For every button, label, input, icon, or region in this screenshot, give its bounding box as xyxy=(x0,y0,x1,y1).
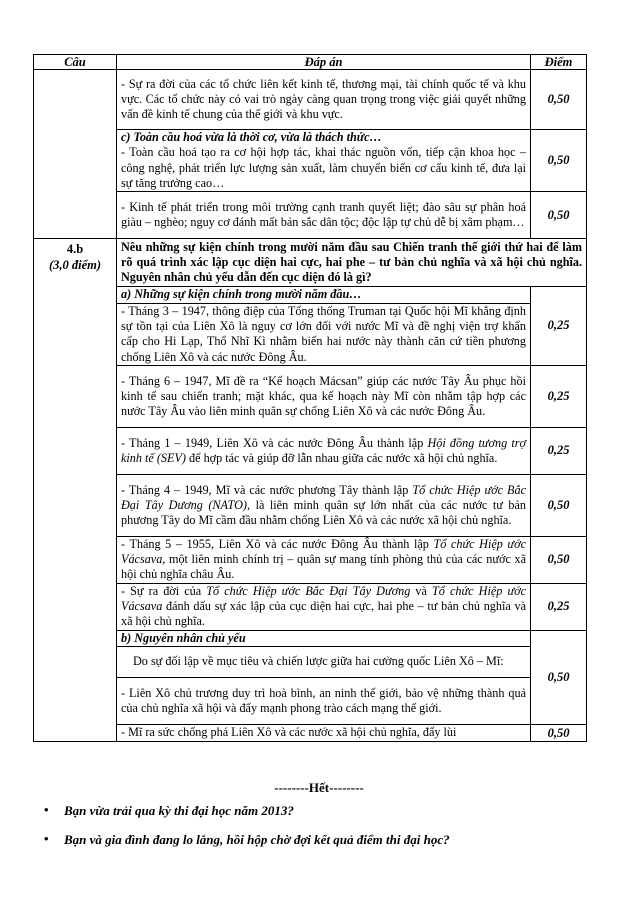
answer-cell xyxy=(117,474,531,536)
question-row xyxy=(34,239,587,287)
end-marker: --------Hết-------- xyxy=(274,780,364,795)
table-row xyxy=(34,365,587,427)
answer-cell xyxy=(117,536,531,583)
points-cell: 0,50 xyxy=(531,536,587,583)
table-row xyxy=(34,287,587,304)
table-row xyxy=(34,304,587,366)
header-dap-an: Đáp án xyxy=(117,55,531,70)
table-row xyxy=(34,536,587,583)
points-cell: 0,50 xyxy=(531,192,587,239)
bullet-text: Bạn vừa trải qua kỳ thi đại học năm 2013? xyxy=(64,803,294,818)
question-text: Nêu những sự kiện chính trong mười năm đầu sau Chiến tranh thế giới thứ hai để làm rõ quá trình xác lập cục diện hai cực, hai phe – tư bản chủ nghĩa và xã hội chủ nghĩa. Nguyên nhân chủ yếu dẫn đến cục diện đó là gì? xyxy=(117,239,587,287)
empty-question-cell xyxy=(34,70,117,239)
header-cau: Câu xyxy=(34,55,117,70)
answer-cell: - Mĩ ra sức chống phá Liên Xô và các nước xã hội chủ nghĩa, đẩy lùi xyxy=(117,725,531,742)
answer-cell: - Tháng 3 – 1947, thông điệp của Tổng thống Truman tại Quốc hội Mĩ khẳng định sự tồn tại của Liên Xô là nguy cơ lớn đối với nước Mĩ và đề nghị viện trợ khẩn cấp cho Hi Lạp, Thổ Nhĩ Kì nhằm biến hai nước này thành căn cứ tiền phương chống Liên Xô và các nước Đông Âu. xyxy=(117,304,531,366)
answer-emphasis: Tổ chức Hiệp ước Vácsava xyxy=(121,584,526,614)
answer-text: - Tháng 4 – 1949, Mĩ và các nước phương Tây thành lập xyxy=(121,482,413,497)
table-row xyxy=(34,70,587,130)
answer-emphasis: Tổ chức Hiệp ước Bắc Đại Tây Dương (NATO) xyxy=(121,482,526,512)
section-title: a) Những sự kiện chính trong mười năm đầu… xyxy=(121,287,362,302)
question-number-cell xyxy=(34,239,117,742)
points-cell: 0,25 xyxy=(531,427,587,474)
answer-cell: - Liên Xô chủ trương duy trì hoà bình, an ninh thế giới, bảo vệ những thành quả của chủ nghĩa xã hội và đẩy mạnh phong trào cách mạng thế giới. xyxy=(117,678,531,725)
question-number: 4.b xyxy=(66,242,84,256)
table-row xyxy=(34,427,587,474)
section-title: b) Nguyên nhân chủ yếu xyxy=(121,630,246,645)
answer-cell xyxy=(117,130,531,192)
table-row xyxy=(34,583,587,630)
points-cell: 0,50 xyxy=(531,130,587,192)
answer-text: - Sự ra đời của xyxy=(121,584,207,598)
section-title: c) Toàn cầu hoá vừa là thời cơ, vừa là thách thức… xyxy=(121,130,382,145)
section-title-cell xyxy=(117,630,531,646)
answer-cell xyxy=(117,192,531,239)
answer-text: , là liên minh quân sự lớn nhất của các nước tư bản phương Tây do Mĩ cầm đầu nhằm chống Liên Xô và các nước xã hội chủ nghĩa. xyxy=(121,497,526,527)
answer-emphasis: Tổ chức Hiệp ước Vácsava, xyxy=(121,537,526,567)
header-diem: Điểm xyxy=(531,55,587,70)
answer-emphasis: Hội đồng tương trợ kinh tế (SEV) xyxy=(121,435,527,465)
table-header-row xyxy=(34,55,587,70)
answer-text: để hợp tác và giúp đỡ lẫn nhau giữa các nước xã hội chủ nghĩa. xyxy=(185,450,498,465)
answer-text: một liên minh chính trị – quân sự mang tính phòng thủ của các nước xã hội chủ nghĩa châu Âu. xyxy=(121,552,526,582)
answer-text: - Toàn cầu hoá tạo ra cơ hội hợp tác, khai thác nguồn vốn, tiếp cận khoa học – công nghệ, phát triển lực lượng sản xuất, làm chuyển biến cơ cấu kinh tế, đưa lại sự tăng trưởng cao… xyxy=(121,145,526,190)
footer-bullet-1 xyxy=(44,802,294,819)
points-cell: 0,50 xyxy=(531,474,587,536)
points-cell: 0,50 xyxy=(531,70,587,130)
answer-cell: - Tháng 6 – 1947, Mĩ đề ra “Kế hoạch Mácsan” giúp các nước Tây Âu phục hồi kinh tế sau chiến tranh; mặt khác, qua kế hoạch này Mĩ còn nhằm tập hợp các nước Tây Âu vào liên minh quân sự chống Liên Xô và các nước Đông Âu. xyxy=(117,365,531,427)
points-cell: 0,50 xyxy=(531,725,587,742)
footer-bullet-2 xyxy=(44,831,450,848)
answer-emphasis: Tổ chức Hiệp ước Bắc Đại Tây Dương xyxy=(206,584,411,598)
points-cell: 0,25 xyxy=(531,365,587,427)
question-points: (3,0 điểm) xyxy=(48,258,102,272)
points-cell: 0,50 xyxy=(531,630,587,724)
table-row xyxy=(34,647,587,678)
answer-text: - Tháng 5 – 1955, Liên Xô và các nước Đông Âu thành lập xyxy=(121,537,434,551)
bullet-icon: • xyxy=(44,831,49,846)
table-row xyxy=(34,725,587,742)
answer-text: - Sự ra đời của các tổ chức liên kết kinh tế, thương mại, tài chính quốc tế và khu vực. Các tổ chức này có vai trò ngày càng quan trọng trong việc giải quyết những vấn đề kinh tế chung của thế giới và khu vực. xyxy=(121,76,526,122)
answer-text: đánh dấu sự xác lập của cục diện hai cực, hai phe – tư bản chủ nghĩa và xã hội chủ nghĩa. xyxy=(121,599,526,629)
answer-table xyxy=(33,54,587,742)
table-row xyxy=(34,474,587,536)
answer-cell: Do sự đối lập về mục tiêu và chiến lược giữa hai cường quốc Liên Xô – Mĩ: xyxy=(117,647,531,678)
points-cell: 0,25 xyxy=(531,583,587,630)
answer-cell xyxy=(117,427,531,474)
answer-cell xyxy=(117,583,531,630)
section-title-cell xyxy=(117,287,531,304)
table-row xyxy=(34,630,587,646)
bullet-text: Bạn và gia đình đang lo lắng, hồi hộp chờ đợi kết quả điểm thi đại học? xyxy=(64,832,450,847)
answer-text: - Tháng 1 – 1949, Liên Xô và các nước Đông Âu thành lập xyxy=(121,435,428,450)
answer-text: - Kinh tế phát triển trong môi trường cạnh tranh quyết liệt; đào sâu sự phân hoá giàu – nghèo; nguy cơ đánh mất bản sắc dân tộc; độc lập tự chủ dễ bị xâm phạm… xyxy=(121,199,526,229)
bullet-icon: • xyxy=(44,802,49,817)
points-cell: 0,25 xyxy=(531,287,587,366)
answer-text: và xyxy=(410,584,433,598)
table-row xyxy=(34,192,587,239)
table-row xyxy=(34,130,587,192)
answer-cell xyxy=(117,70,531,130)
table-row xyxy=(34,678,587,725)
